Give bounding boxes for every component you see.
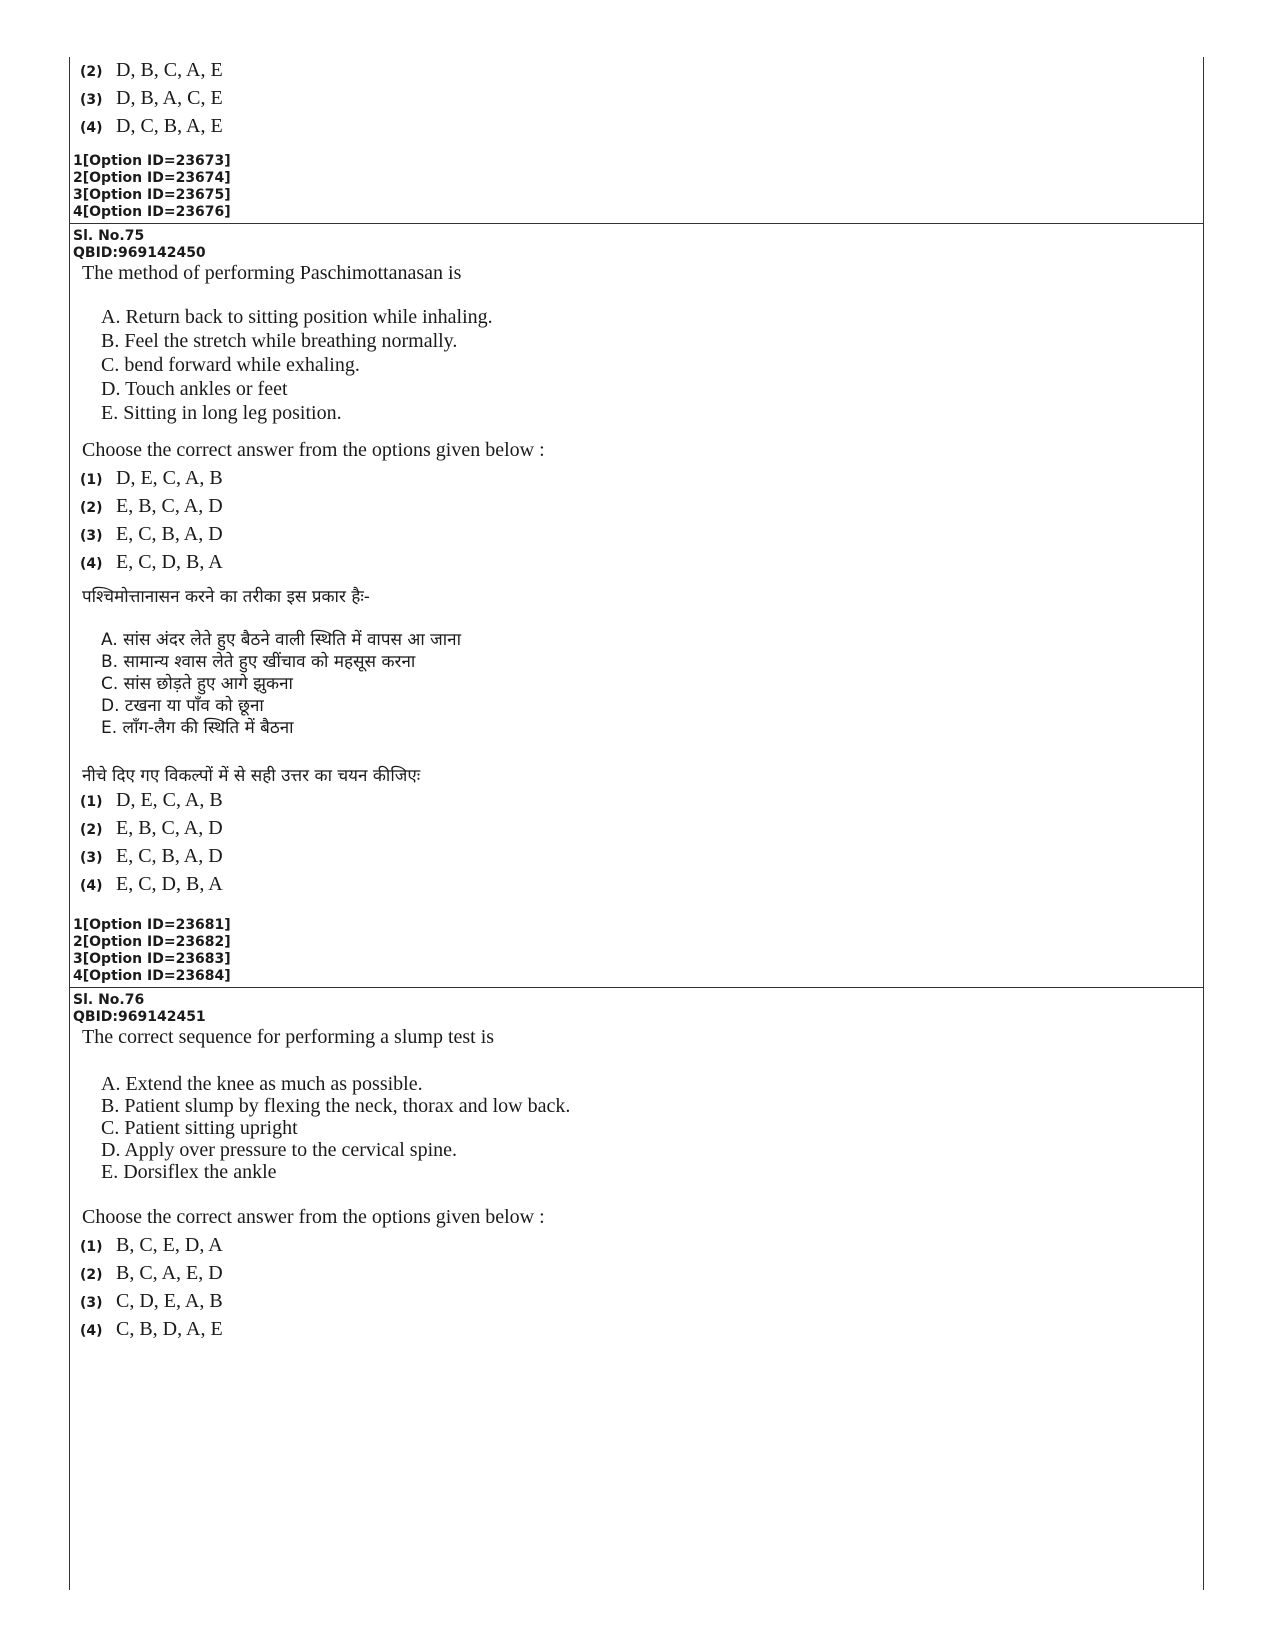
option-text: D, E, C, A, B [116, 467, 223, 489]
option-text: B, C, A, E, D [116, 1262, 223, 1284]
q76-option-1 [80, 1234, 223, 1262]
question-paper-frame [69, 57, 1204, 1590]
q75-option-1 [80, 467, 223, 495]
option-text: E, B, C, A, D [116, 817, 223, 839]
statement: B. Patient slump by flexing the neck, thorax and low back. [101, 1095, 571, 1117]
q76-meta [73, 992, 206, 1026]
option-text: D, B, C, A, E [116, 59, 223, 81]
q76-statements-en [101, 1073, 570, 1183]
question-divider [70, 223, 1203, 224]
statement: E. Dorsiflex the ankle [101, 1161, 277, 1183]
option-number: (1) [80, 794, 103, 810]
option-text: E, C, D, B, A [116, 873, 223, 895]
q76-option-3 [80, 1290, 223, 1318]
q76-question-en: The correct sequence for performing a slump test is [82, 1026, 495, 1048]
q75-option-2 [80, 495, 223, 523]
option-number: (3) [80, 528, 103, 544]
q76-option-4 [80, 1318, 223, 1346]
option-text: C, B, D, A, E [116, 1318, 223, 1340]
option-id: 3[Option ID=23675] [73, 187, 231, 203]
statement: C. सांस छोड़ते हुए आगे झुकना [101, 674, 293, 694]
option-number: (3) [80, 1295, 103, 1311]
prev-option-2 [80, 59, 223, 87]
q75-hi-option-4 [80, 873, 223, 901]
q75-choose-hi: नीचे दिए गए विकल्पों में से सही उत्तर का चयन कीजिएः [82, 766, 421, 786]
prev-option-ids [73, 153, 231, 221]
statement: D. Apply over pressure to the cervical spine. [101, 1139, 458, 1161]
option-text: E, C, D, B, A [116, 551, 223, 573]
statement: A. Extend the knee as much as possible. [101, 1073, 423, 1095]
q75-hi-option-3 [80, 845, 223, 873]
question-divider [70, 987, 1203, 988]
statement: E. Sitting in long leg position. [101, 402, 342, 424]
option-text: E, C, B, A, D [116, 523, 223, 545]
q75-option-3 [80, 523, 223, 551]
option-number: (3) [80, 850, 103, 866]
q75-statements-en [101, 305, 493, 425]
statement: C. bend forward while exhaling. [101, 354, 360, 376]
option-text: C, D, E, A, B [116, 1290, 223, 1312]
prev-option-3 [80, 87, 223, 115]
statement: E. लाँग-लैग की स्थिति में बैठना [101, 718, 294, 738]
serial-number: Sl. No.75 [73, 228, 145, 244]
option-id: 1[Option ID=23681] [73, 917, 231, 933]
option-text: B, C, E, D, A [116, 1234, 223, 1256]
option-number: (4) [80, 556, 103, 572]
q75-choose-en: Choose the correct answer from the options given below : [82, 439, 545, 461]
option-number: (2) [80, 64, 103, 80]
statement: D. Touch ankles or feet [101, 378, 288, 400]
option-number: (2) [80, 500, 103, 516]
option-text: D, E, C, A, B [116, 789, 223, 811]
q75-meta [73, 228, 206, 262]
qbid: QBID:969142451 [73, 1009, 206, 1025]
statement: B. सामान्य श्वास लेते हुए खींचाव को महसूस करना [101, 652, 416, 672]
option-number: (1) [80, 1239, 103, 1255]
option-number: (2) [80, 1267, 103, 1283]
option-number: (4) [80, 878, 103, 894]
statement: D. टखना या पाँव को छूना [101, 696, 264, 716]
q75-question-hi: पश्चिमोत्तानासन करने का तरीका इस प्रकार हैः- [82, 587, 370, 607]
option-id: 4[Option ID=23684] [73, 968, 231, 984]
option-number: (1) [80, 472, 103, 488]
statement: B. Feel the stretch while breathing normally. [101, 330, 458, 352]
option-number: (4) [80, 1323, 103, 1339]
option-text: D, C, B, A, E [116, 115, 223, 137]
option-id: 2[Option ID=23674] [73, 170, 231, 186]
option-id: 2[Option ID=23682] [73, 934, 231, 950]
q75-hi-option-1 [80, 789, 223, 817]
q75-question-en: The method of performing Paschimottanasan is [82, 262, 462, 284]
option-id: 4[Option ID=23676] [73, 204, 231, 220]
qbid: QBID:969142450 [73, 245, 206, 261]
option-text: E, C, B, A, D [116, 845, 223, 867]
q75-option-ids [73, 917, 231, 985]
option-number: (3) [80, 92, 103, 108]
option-number: (4) [80, 120, 103, 136]
q75-statements-hi [101, 629, 461, 739]
statement: C. Patient sitting upright [101, 1117, 298, 1139]
option-number: (2) [80, 822, 103, 838]
q75-hi-option-2 [80, 817, 223, 845]
serial-number: Sl. No.76 [73, 992, 145, 1008]
option-text: D, B, A, C, E [116, 87, 223, 109]
q76-option-2 [80, 1262, 223, 1290]
statement: A. Return back to sitting position while inhaling. [101, 306, 493, 328]
option-id: 3[Option ID=23683] [73, 951, 231, 967]
q76-choose-en: Choose the correct answer from the options given below : [82, 1206, 545, 1228]
prev-option-4 [80, 115, 223, 143]
option-text: E, B, C, A, D [116, 495, 223, 517]
option-id: 1[Option ID=23673] [73, 153, 231, 169]
q75-option-4 [80, 551, 223, 579]
statement: A. सांस अंदर लेते हुए बैठने वाली स्थिति में वापस आ जाना [101, 630, 462, 650]
